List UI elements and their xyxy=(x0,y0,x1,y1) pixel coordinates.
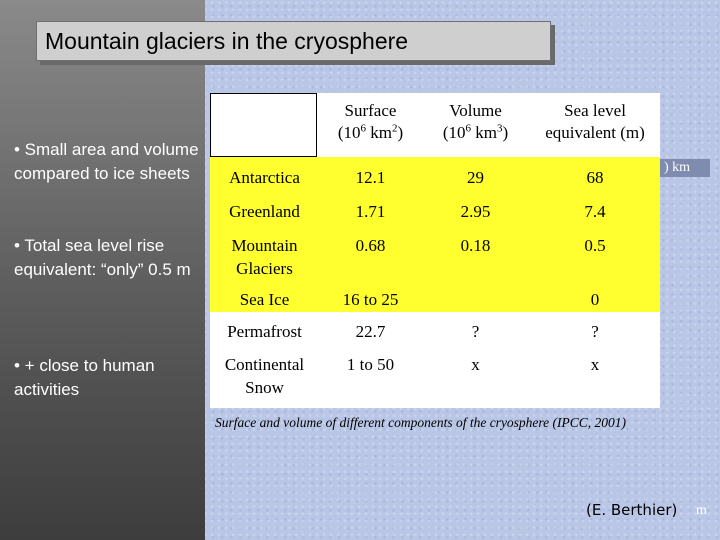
cell-mountain-glaciers-surface: 0.68 xyxy=(355,236,386,255)
header-surface-line2: ($10^6$ $km^2$) xyxy=(337,122,404,142)
bullet-close-to-human: • + close to human activities xyxy=(14,356,155,399)
table-caption: Surface and volume of different components of the cryosphere (IPCC, 2001) xyxy=(215,415,627,430)
header-volume xyxy=(423,100,528,144)
row-name-continental-snow-line1: Continental xyxy=(224,355,305,374)
cell-greenland-sea: 7.4 xyxy=(584,202,606,221)
header-surface xyxy=(318,100,423,144)
cell-continental-snow-sea: x xyxy=(590,355,600,374)
header-surface-line1: Surface xyxy=(344,101,397,120)
cell-greenland-surface: 1.71 xyxy=(355,202,386,221)
cell-continental-snow-surface: 1 to 50 xyxy=(346,355,395,374)
cell-continental-snow-volume: x xyxy=(471,355,480,374)
cell-greenland-volume: 2.95 xyxy=(460,202,491,221)
km-label-fragment: ) km xyxy=(660,159,710,177)
cell-permafrost-volume: ? xyxy=(471,322,480,341)
cell-mountain-glaciers-sea: 0.5 xyxy=(584,236,606,255)
bullet-total-sea-level: • Total sea level rise equivalent: “only” 0.5 m xyxy=(14,236,191,279)
row-name-antarctica: Antarctica xyxy=(229,168,300,187)
cell-sea-ice-sea: 0 xyxy=(590,290,600,309)
cell-antarctica-sea: 68 xyxy=(586,168,604,187)
cell-sea-ice-surface: 16 to 25 xyxy=(342,290,399,309)
credit-tail-fragment: m xyxy=(696,503,707,518)
header-volume-line1: Volume xyxy=(449,101,502,120)
cell-antarctica-volume: 29 xyxy=(467,168,484,187)
row-name-mountain-glaciers xyxy=(212,234,317,280)
bullet-small-area: • Small area and volume compared to ice sheets xyxy=(14,140,199,183)
cell-mountain-glaciers-volume: 0.18 xyxy=(460,236,491,255)
title-box xyxy=(36,21,551,61)
row-name-continental-snow xyxy=(212,353,317,399)
row-name-permafrost: Permafrost xyxy=(227,322,302,341)
header-sea-level-line1: Sea level xyxy=(564,101,626,120)
row-name-mountain-glaciers-line2: Glaciers xyxy=(236,259,293,278)
cell-permafrost-surface: 22.7 xyxy=(355,322,386,341)
header-volume-line2: ($10^6$ $km^3$) xyxy=(442,122,509,142)
row-name-greenland: Greenland xyxy=(229,202,300,221)
row-name-mountain-glaciers-line1: Mountain xyxy=(231,236,298,255)
table-corner-cell xyxy=(210,93,317,157)
author-credit: (E. Berthier) xyxy=(586,501,678,519)
cell-permafrost-sea: ? xyxy=(591,322,599,341)
cell-antarctica-surface: 12.1 xyxy=(355,168,386,187)
row-name-sea-ice: Sea Ice xyxy=(239,290,290,309)
header-sea-level xyxy=(530,100,660,144)
row-name-continental-snow-line2: Snow xyxy=(245,378,284,397)
slide-title: Mountain glaciers in the cryosphere xyxy=(45,28,409,54)
header-sea-level-line2: equivalent (m) xyxy=(545,123,645,142)
